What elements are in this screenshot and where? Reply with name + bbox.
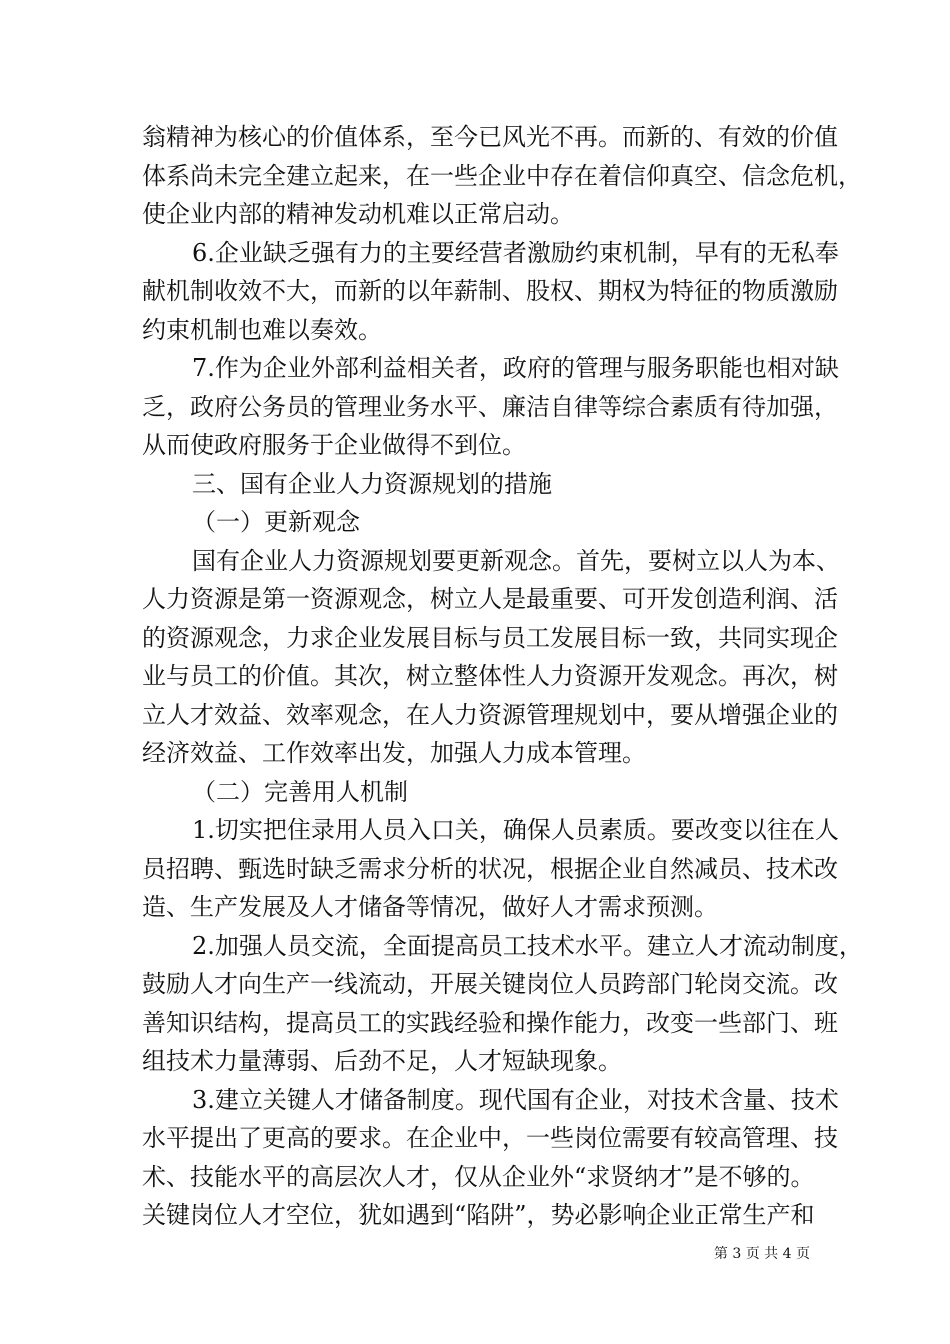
text-line: 国有企业人力资源规划要更新观念。首先，要树立以人为本、 [192, 546, 840, 575]
text-line: 翁精神为核心的价值体系，至今已风光不再。而新的、有效的价值 [142, 123, 838, 151]
text-line: 的资源观念，力求企业发展目标与员工发展目标一致，共同实现企 [142, 623, 838, 652]
text-line: 三、国有企业人力资源规划的措施 [192, 469, 552, 498]
text-line: 关键岗位人才空位，犹如遇到“陷阱”，势必影响企业正常生产和 [142, 1201, 815, 1229]
text-line: 约束机制也难以奏效。 [142, 315, 382, 344]
text-line: 立人才效益、效率观念，在人力资源管理规划中，要从增强企业的 [142, 700, 838, 729]
text-line: 水平提出了更高的要求。在企业中，一些岗位需要有较高管理、技 [142, 1124, 838, 1152]
text-line: 6.企业缺乏强有力的主要经营者激励约束机制，早有的无私奉 [192, 238, 839, 267]
text-line: 鼓励人才向生产一线流动，开展关键岗位人员跨部门轮岗交流。改 [142, 970, 838, 998]
text-line: 造、生产发展及人才储备等情况，做好人才需求预测。 [142, 893, 718, 921]
text-line: 乏，政府公务员的管理业务水平、廉洁自律等综合素质有待加强， [142, 392, 838, 421]
text-line: 从而使政府服务于企业做得不到位。 [142, 431, 526, 459]
text-line: 献机制收效不大，而新的以年薪制、股权、期权为特征的物质激励 [142, 277, 838, 305]
text-line: 术、技能水平的高层次人才，仅从企业外“求贤纳才”是不够的。 [142, 1162, 815, 1191]
body-text [142, 118, 863, 1235]
page-footer: 第 3 页 共 4 页 [713, 1246, 810, 1262]
text-line: （二）完善用人机制 [192, 777, 408, 806]
text-line: 经济效益、工作效率出发，加强人力成本管理。 [142, 739, 646, 767]
text-line: 1.切实把住录用人员入口关，确保人员素质。要改变以往在人 [192, 816, 839, 844]
text-line: 3.建立关键人才储备制度。现代国有企业，对技术含量、技术 [192, 1085, 839, 1114]
text-line: 人力资源是第一资源观念，树立人是最重要、可开发创造利润、活 [142, 585, 838, 613]
text-line: 员招聘、甄选时缺乏需求分析的状况，根据企业自然减员、技术改 [142, 854, 838, 883]
text-line: 使企业内部的精神发动机难以正常启动。 [142, 200, 574, 228]
text-line: 2.加强人员交流，全面提高员工技术水平。建立人才流动制度， [192, 931, 863, 960]
text-line: 善知识结构，提高员工的实践经验和操作能力，改变一些部门、班 [142, 1008, 838, 1037]
text-line: 7.作为企业外部利益相关者，政府的管理与服务职能也相对缺 [192, 354, 839, 382]
text-line: 业与员工的价值。其次，树立整体性人力资源开发观念。再次，树 [142, 662, 838, 690]
text-line: 组技术力量薄弱、后劲不足，人才短缺现象。 [142, 1047, 622, 1075]
text-line: 体系尚未完全建立起来，在一些企业中存在着信仰真空、信念危机， [142, 161, 862, 190]
text-line: （一）更新观念 [192, 508, 360, 536]
